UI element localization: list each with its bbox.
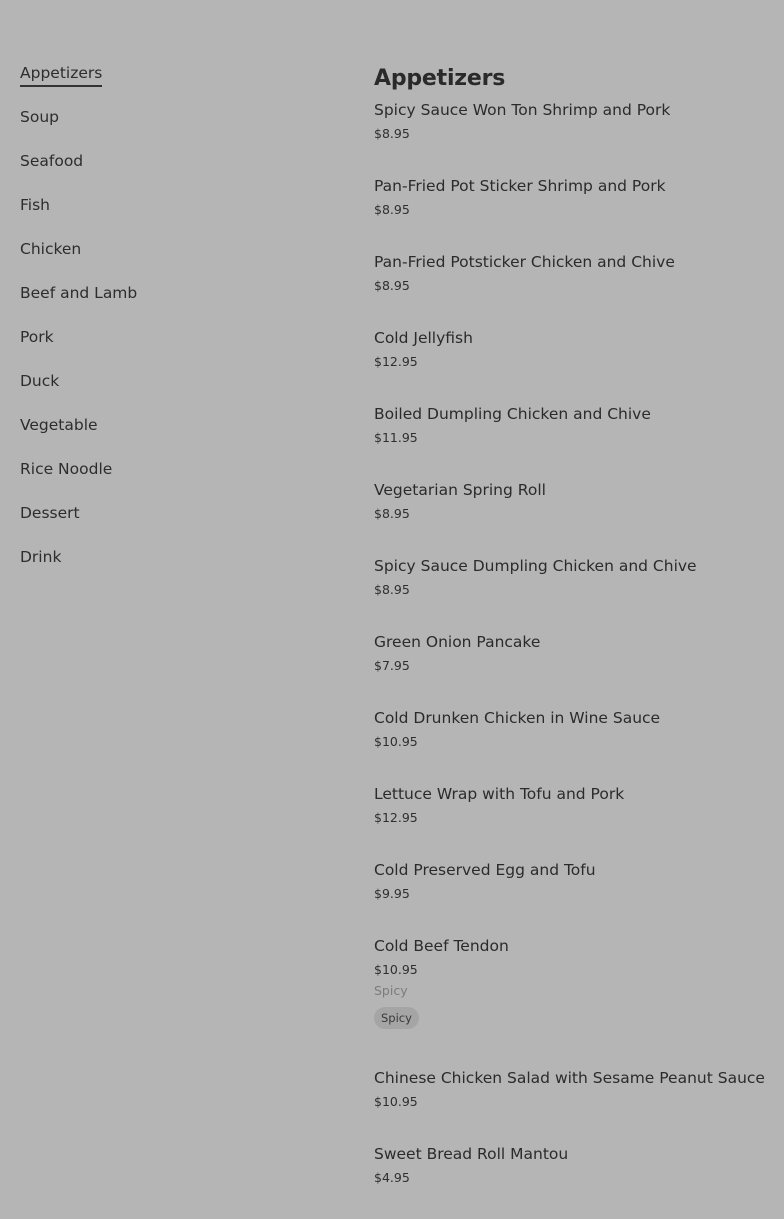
- menu-item-price: $8.95: [374, 278, 410, 293]
- menu-item[interactable]: [374, 631, 779, 707]
- menu-item[interactable]: [374, 707, 779, 783]
- menu-section: [374, 63, 779, 1219]
- sidebar-item-appetizers[interactable]: [20, 62, 320, 106]
- section-title: Appetizers: [374, 66, 506, 91]
- menu-item-name: Cold Preserved Egg and Tofu: [374, 861, 596, 879]
- menu-item[interactable]: [374, 175, 779, 251]
- sidebar-item-vegetable[interactable]: [20, 414, 320, 458]
- menu-item-name: Vegetarian Spring Roll: [374, 481, 546, 499]
- menu-item-name: Green Onion Pancake: [374, 633, 541, 651]
- menu-item-name: Sweet Bread Roll Mantou: [374, 1145, 569, 1163]
- sidebar-item-pork[interactable]: [20, 326, 320, 370]
- menu-item[interactable]: [374, 251, 779, 327]
- menu-item[interactable]: [374, 99, 779, 175]
- menu-item-name: Pan-Fried Potsticker Chicken and Chive: [374, 253, 675, 271]
- menu-item-price: $12.95: [374, 810, 418, 825]
- menu-item-price: $4.95: [374, 1170, 410, 1185]
- menu-item-price: $10.95: [374, 962, 418, 977]
- sidebar-item-label: Drink: [20, 548, 62, 566]
- sidebar-item-label: Dessert: [20, 504, 80, 522]
- menu-item-name: Pan-Fried Pot Sticker Shrimp and Pork: [374, 177, 666, 195]
- category-sidebar: [20, 62, 320, 590]
- sidebar-item-label: Chicken: [20, 240, 82, 258]
- sidebar-item-label: Fish: [20, 196, 50, 214]
- menu-item-price: $9.95: [374, 886, 410, 901]
- menu-item-price: $7.95: [374, 658, 410, 673]
- sidebar-item-soup[interactable]: [20, 106, 320, 150]
- menu-item-price: $10.95: [374, 1094, 418, 1109]
- menu-item[interactable]: [374, 783, 779, 859]
- sidebar-item-fish[interactable]: [20, 194, 320, 238]
- sidebar-item-label: Appetizers: [20, 62, 102, 87]
- menu-item-name: Spicy Sauce Dumpling Chicken and Chive: [374, 557, 697, 575]
- menu-item[interactable]: [374, 555, 779, 631]
- sidebar-item-label: Rice Noodle: [20, 460, 113, 478]
- menu-item-price: $8.95: [374, 506, 410, 521]
- sidebar-item-seafood[interactable]: [20, 150, 320, 194]
- sidebar-item-dessert[interactable]: [20, 502, 320, 546]
- menu-item-name: Spicy Sauce Won Ton Shrimp and Pork: [374, 101, 671, 119]
- menu-item[interactable]: [374, 1067, 779, 1143]
- menu-item[interactable]: [374, 935, 779, 1067]
- menu-item[interactable]: [374, 479, 779, 555]
- sidebar-item-label: Beef and Lamb: [20, 284, 138, 302]
- menu-item-price: $11.95: [374, 430, 418, 445]
- menu-item-name: Cold Beef Tendon: [374, 937, 509, 955]
- menu-item-price: $10.95: [374, 734, 418, 749]
- menu-item-name: Cold Jellyfish: [374, 329, 473, 347]
- sidebar-item-label: Duck: [20, 372, 60, 390]
- menu-item-price: $12.95: [374, 354, 418, 369]
- menu-item-price: $8.95: [374, 582, 410, 597]
- sidebar-item-rice-noodle[interactable]: [20, 458, 320, 502]
- spicy-tag: Spicy: [374, 1007, 419, 1029]
- menu-item[interactable]: [374, 1143, 779, 1219]
- sidebar-item-label: Vegetable: [20, 416, 98, 434]
- sidebar-item-chicken[interactable]: [20, 238, 320, 282]
- menu-item-name: Chinese Chicken Salad with Sesame Peanut Sauce: [374, 1069, 765, 1087]
- menu-item[interactable]: [374, 327, 779, 403]
- sidebar-item-drink[interactable]: [20, 546, 320, 590]
- sidebar-item-label: Pork: [20, 328, 54, 346]
- menu-item-price: $8.95: [374, 202, 410, 217]
- sidebar-item-label: Soup: [20, 108, 59, 126]
- menu-item-name: Boiled Dumpling Chicken and Chive: [374, 405, 651, 423]
- sidebar-item-duck[interactable]: [20, 370, 320, 414]
- sidebar-item-label: Seafood: [20, 152, 84, 170]
- menu-item[interactable]: [374, 403, 779, 479]
- menu-item-price: $8.95: [374, 126, 410, 141]
- menu-item-name: Lettuce Wrap with Tofu and Pork: [374, 785, 625, 803]
- sidebar-item-beef-and-lamb[interactable]: [20, 282, 320, 326]
- menu-item-name: Cold Drunken Chicken in Wine Sauce: [374, 709, 661, 727]
- menu-item[interactable]: [374, 859, 779, 935]
- menu-item-note: Spicy: [374, 983, 408, 998]
